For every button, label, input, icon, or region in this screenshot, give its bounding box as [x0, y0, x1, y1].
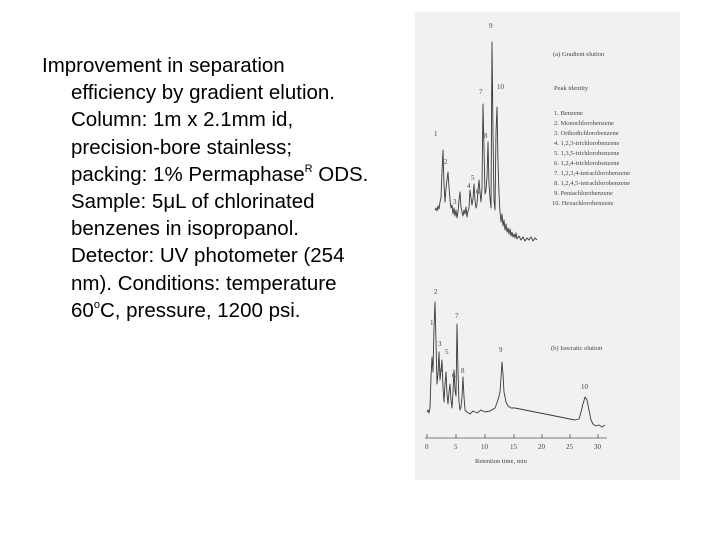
gradient-peak-label: 4: [467, 182, 471, 190]
caption-part-2: ODS. Sample: 5: [71, 162, 369, 214]
isocratic-peak-label: 2: [434, 288, 438, 296]
peak-identity-item: 2. Monochlorobenzene: [554, 120, 614, 127]
isocratic-peak-label: 10: [581, 383, 588, 391]
isocratic-peak-label: 5: [445, 348, 449, 356]
x-tick-label: 0: [425, 443, 429, 451]
gradient-elution-title: (a) Gradient elution: [553, 51, 605, 58]
chromatogram-figure: [415, 12, 680, 480]
caption-part-4: C, pressure, 1200 psi.: [99, 298, 301, 322]
x-axis-label: Retention time, min: [475, 458, 527, 465]
isocratic-peak-label: 4: [439, 366, 443, 374]
peak-identity-item: 5. 1,3,5-trichlorobenzene: [554, 150, 620, 157]
peak-identity-item: 10. Hexachlorobenzene: [552, 200, 614, 207]
degree-symbol: o: [93, 298, 100, 311]
caption-part-1: Improvement in separation efficiency by gradient elution. Column: 1m x 2.1mm id, precision-bore stainless; packing: 1% Permaphase: [42, 54, 336, 186]
peak-identity-item: 6. 1,2,4-trichlorobenzene: [554, 160, 620, 167]
isocratic-peak-label: 6: [452, 372, 456, 380]
isocratic-peak-label: 7: [455, 312, 459, 320]
isocratic-peak-label: 1: [430, 319, 434, 327]
isocratic-peak-label: 3: [438, 340, 442, 348]
x-tick-label: 20: [538, 443, 545, 451]
peak-identity-item: 4. 1,2,3-trichlorobenzene: [554, 140, 620, 147]
registered-mark: R: [304, 162, 313, 175]
x-tick-label: 15: [510, 443, 517, 451]
chromatogram-svg: [415, 12, 680, 480]
peak-identity-item: 7. 1,2,3,4-tetrachlorobenzene: [554, 170, 630, 177]
isocratic-elution-title: (b) Isocratic elution: [551, 345, 603, 352]
gradient-peak-label: 7: [479, 88, 483, 96]
figure-caption: [42, 52, 372, 324]
gradient-peak-label: 3: [453, 198, 457, 206]
caption-part-3: L of chlorinated benzenes in isopropanol. Detector: UV photometer (254 nm). Conditions: temperature 60: [71, 190, 345, 322]
isocratic-trace: [427, 302, 605, 427]
gradient-peak-label: 9: [489, 22, 493, 30]
x-axis-ticks: [427, 434, 598, 438]
gradient-peak-label: 5: [471, 174, 475, 182]
caption-text: [42, 52, 372, 324]
peak-identity-item: 9. Pentachlorobenzene: [554, 190, 613, 197]
gradient-peak-label: 8: [484, 132, 488, 140]
peak-identity-item: 1. Benzene: [554, 110, 583, 117]
peak-identity-item: 8. 1,2,4,5-tetrachlorobenzene: [554, 180, 630, 187]
peak-identity-title: Peak identity: [554, 85, 589, 92]
x-tick-label: 25: [566, 443, 573, 451]
peak-identity-item: 3. Orthodichlorobenzene: [554, 130, 619, 137]
isocratic-peak-label: 8: [461, 367, 465, 375]
gradient-peak-label: 2: [444, 158, 448, 166]
gradient-peak-label: 1: [434, 130, 438, 138]
x-tick-label: 30: [594, 443, 601, 451]
isocratic-peak-label: 9: [499, 346, 503, 354]
mu-symbol: μ: [163, 190, 176, 214]
x-tick-label: 10: [481, 443, 488, 451]
x-tick-label: 5: [454, 443, 458, 451]
gradient-trace: [435, 42, 537, 241]
gradient-peak-label: 6: [476, 188, 480, 196]
gradient-peak-label: 10: [497, 83, 504, 91]
